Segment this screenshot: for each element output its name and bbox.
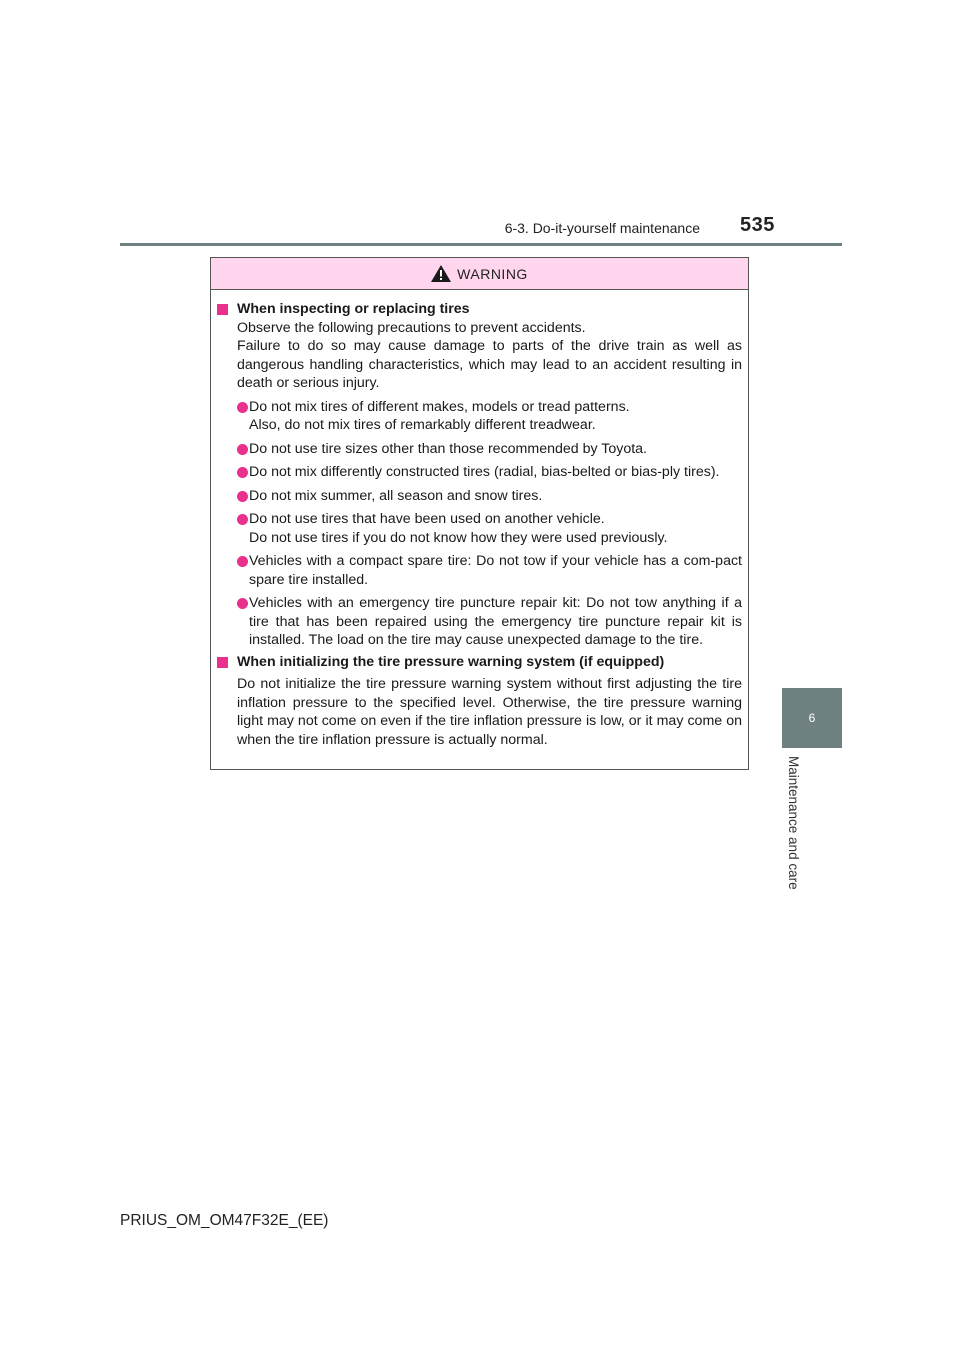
pink-dot-marker (237, 444, 248, 455)
pink-dot-marker (237, 491, 248, 502)
header-rule (120, 243, 842, 246)
pink-square-marker (217, 304, 228, 315)
pink-dot-marker (237, 598, 248, 609)
warning-title: WARNING (457, 265, 528, 282)
paragraph: Observe the following precautions to prevent accidents. Failure to do so may cause damage to parts of the drive train as well as dangerous handling characteristics, which may lead to an accident resulting in death or serious injury. (237, 319, 742, 391)
pink-square-marker (217, 657, 228, 668)
bullet-item: Do not mix tires of different makes, models or tread patterns. Also, do not mix tires of remarkably different treadwear. (217, 398, 742, 435)
bullet-item: Vehicles with an emergency tire puncture repair kit: Do not tow anything if a tire that has been repaired using the emergency tire puncture repair kit is installed. The load on the tire may cause unexpected damage to the tire. (217, 594, 742, 650)
warning-body (211, 290, 748, 749)
section-heading: When inspecting or replacing tires (217, 300, 742, 319)
pink-dot-marker (237, 467, 248, 478)
bullet-item: Do not mix summer, all season and snow tires. (217, 487, 742, 506)
warning-header (211, 258, 748, 290)
bullet-item: Do not use tire sizes other than those recommended by Toyota. (217, 440, 742, 459)
warning-box (210, 257, 749, 770)
warning-triangle-icon (431, 265, 451, 282)
pink-dot-marker (237, 402, 248, 413)
bullet-item: Do not use tires that have been used on another vehicle. Do not use tires if you do not know how they were used previously. (217, 510, 742, 547)
section-header: 6-3. Do-it-yourself maintenance (504, 220, 700, 236)
section-heading: When initializing the tire pressure warning system (if equipped) (217, 653, 742, 672)
manual-code: PRIUS_OM_OM47F32E_(EE) (120, 1212, 329, 1229)
paragraph: Do not initialize the tire pressure warning system without first adjusting the tire inflation pressure to the specified level. Otherwise, the tire pressure warning light may not come on even if the tire inflation pressure is low, or it may come on when the tire inflation pressure is actually normal. (237, 676, 742, 748)
page-number: 535 (740, 214, 775, 236)
bullet-item: Do not mix differently constructed tires (radial, bias-belted or bias-ply tires). (217, 463, 742, 482)
bullet-item: Vehicles with a compact spare tire: Do not tow if your vehicle has a com-pact spare tire installed. (217, 552, 742, 589)
pink-dot-marker (237, 514, 248, 525)
chapter-title: Maintenance and care (786, 756, 801, 890)
chapter-tab: 6 (782, 688, 842, 748)
pink-dot-marker (237, 556, 248, 567)
